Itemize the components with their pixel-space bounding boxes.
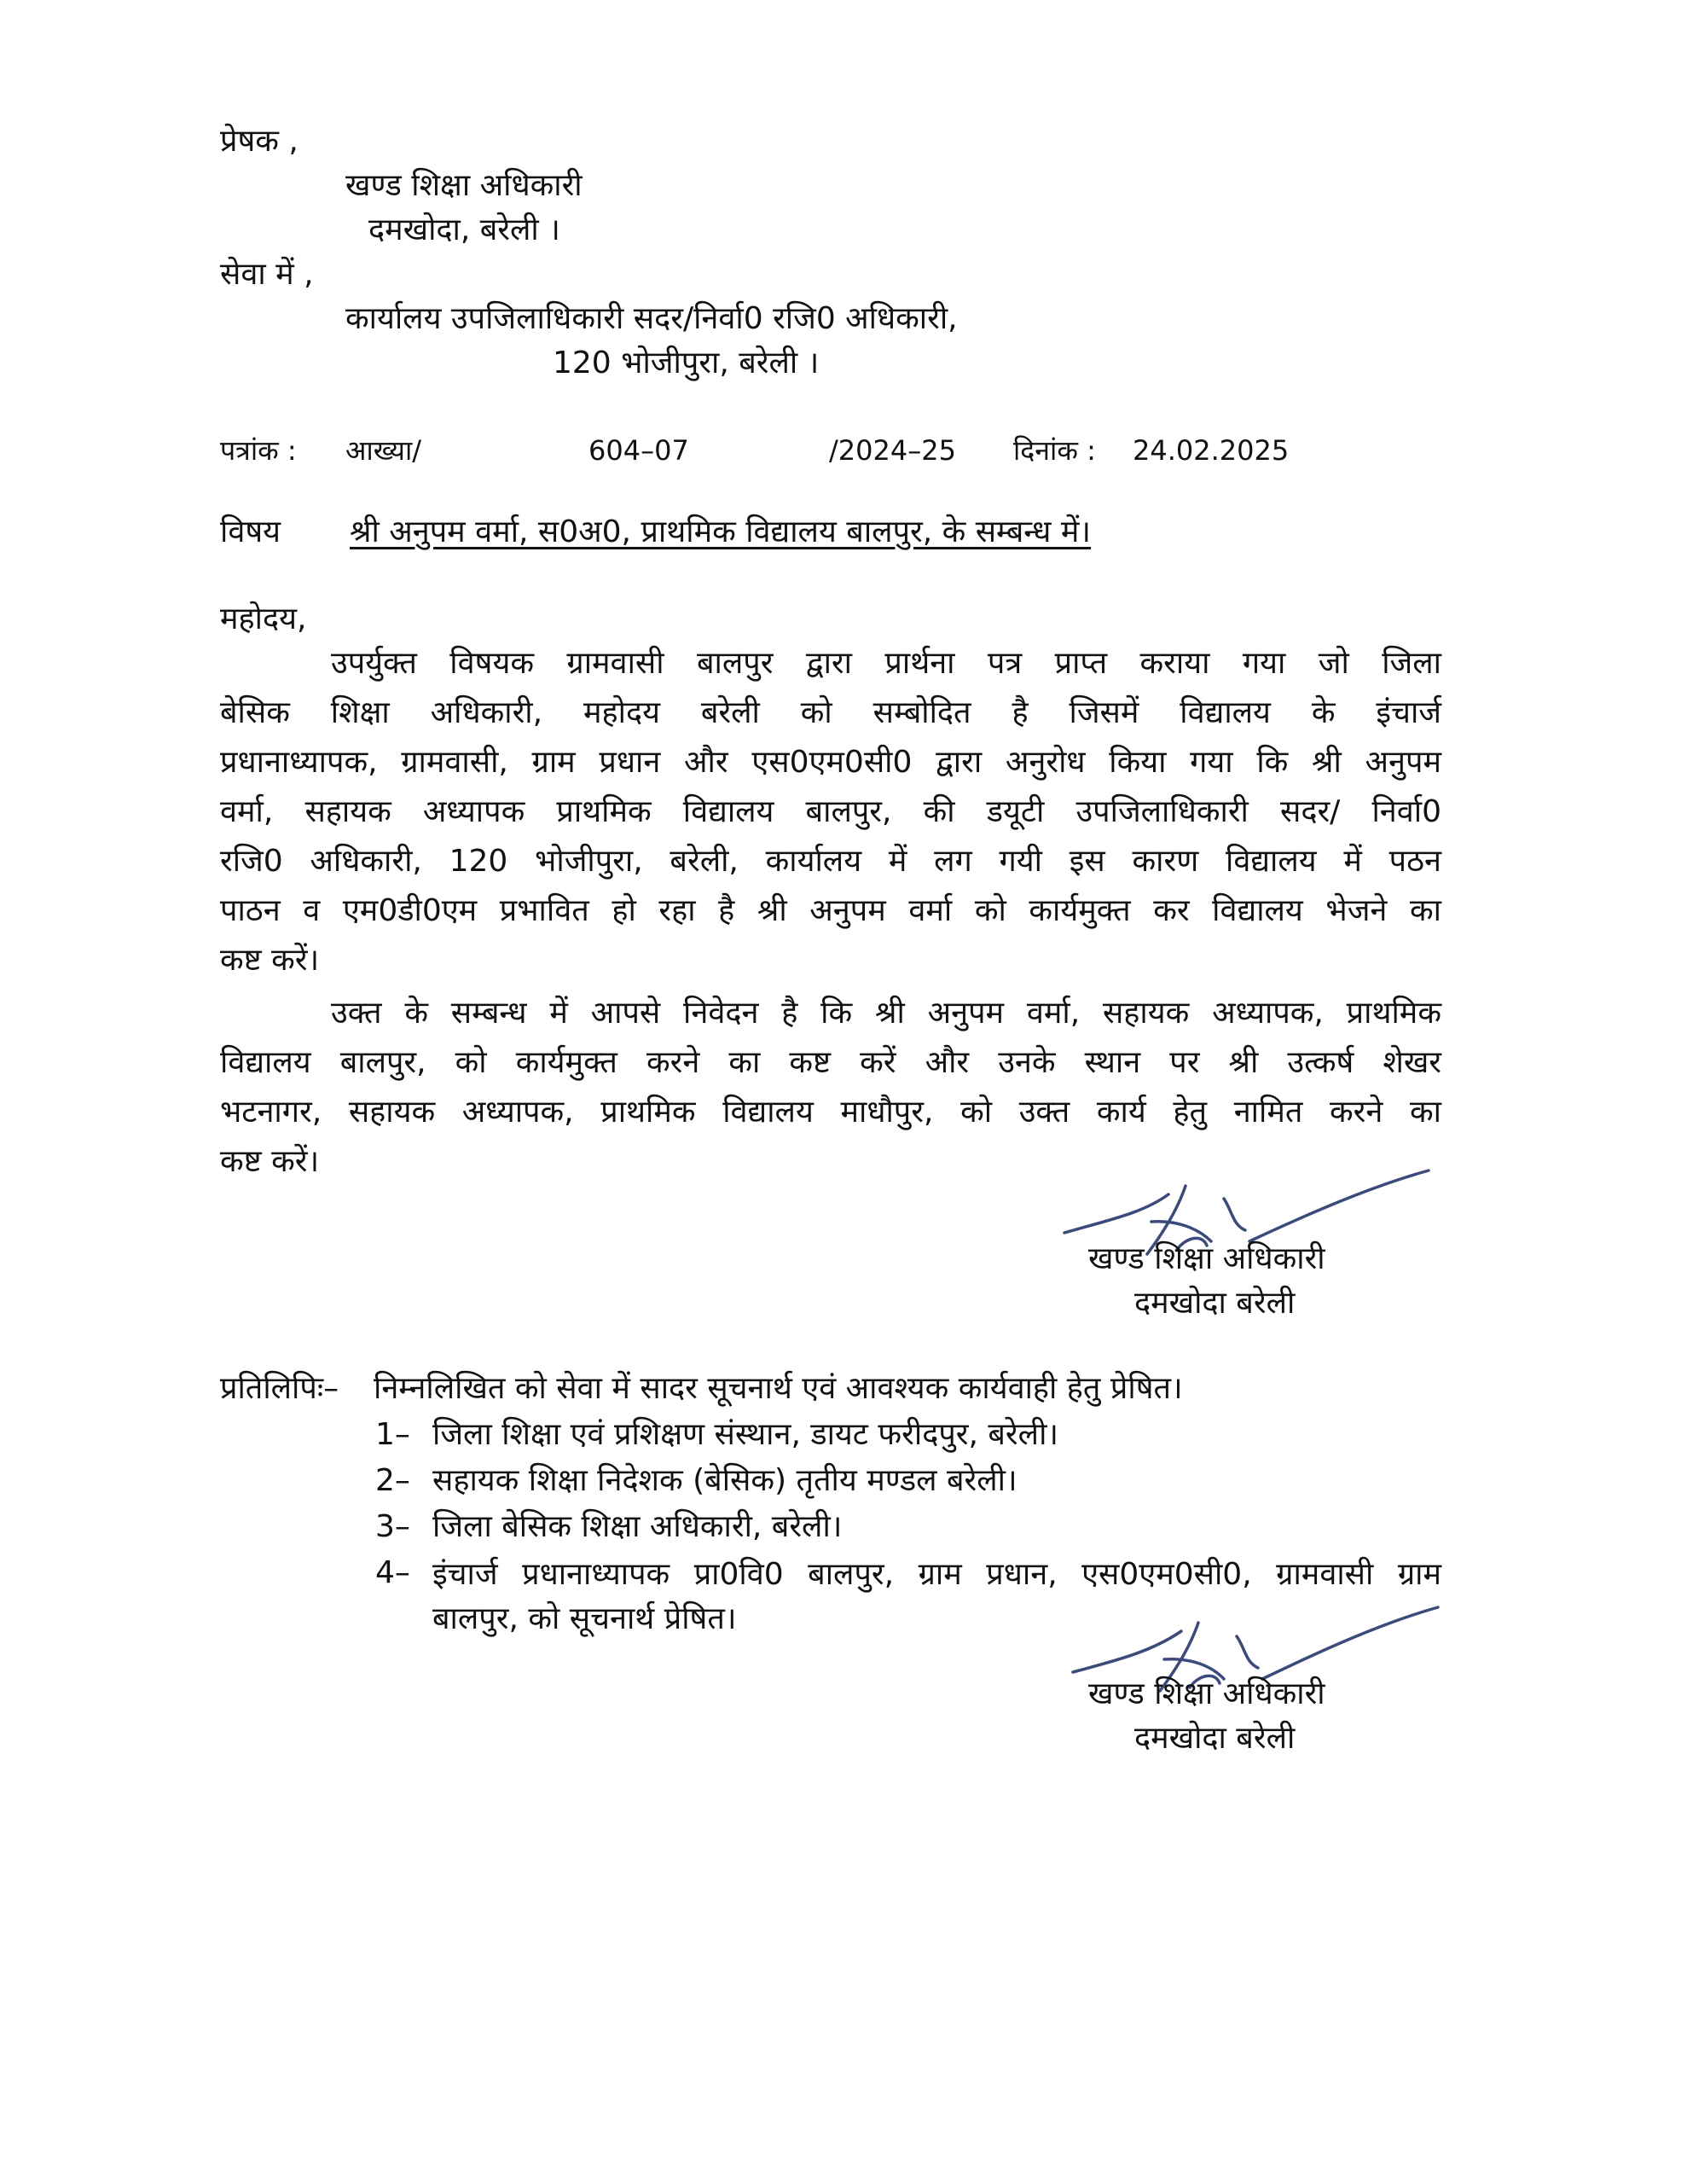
paragraph1-line: कष्ट करें। xyxy=(220,943,320,978)
paragraph2-line: उक्त के सम्बन्ध में आपसे निवेदन है कि श्री अनुपम वर्मा, सहायक अध्यापक, प्राथमिक xyxy=(331,996,1441,1031)
subject-text: श्री अनुपम वर्मा, स0अ0, प्राथमिक विद्यालय बालपुर, के सम्बन्ध में। xyxy=(350,514,1092,549)
paragraph1-line: बेसिक शिक्षा अधिकारी, महोदय बरेली को सम्बोदित है जिसमें विद्यालय के इंचार्ज xyxy=(220,695,1441,730)
copy-label: प्रतिलिपिः– xyxy=(220,1371,339,1406)
copy-item-text-continued: बालपुर, को सूचनार्थ प्रेषित। xyxy=(432,1601,737,1636)
sender-place: दमखोदा, बरेली । xyxy=(368,212,560,247)
salutation: महोदय, xyxy=(220,601,307,636)
copy-item-number: 2– xyxy=(375,1463,410,1498)
paragraph1-line: वर्मा, सहायक अध्यापक प्राथमिक विद्यालय बालपुर, की डयूटी उपजिलाधिकारी सदर/ निर्वा0 xyxy=(220,794,1441,829)
paragraph2-line: भटनागर, सहायक अध्यापक, प्राथमिक विद्यालय माधौपुर, को उक्त कार्य हेतु नामित करने का xyxy=(220,1095,1441,1130)
copy-item-number: 4– xyxy=(375,1555,410,1590)
signature1-place: दमखोदा बरेली xyxy=(1134,1286,1296,1321)
paragraph2-line: विद्यालय बालपुर, को कार्यमुक्त करने का कष्ट करें और उनके स्थान पर श्री उत्कर्ष शेखर xyxy=(220,1045,1441,1080)
sender-title: खण्ड शिक्षा अधिकारी xyxy=(345,168,583,203)
copy-item-text: जिला बेसिक शिक्षा अधिकारी, बरेली। xyxy=(432,1509,843,1544)
sender-label: प्रेषक , xyxy=(220,124,299,159)
copy-item-number: 3– xyxy=(375,1509,410,1544)
recipient-office: कार्यालय उपजिलाधिकारी सदर/निर्वा0 रजि0 अधिकारी, xyxy=(345,301,958,336)
reference-label: पत्रांक : xyxy=(220,434,297,467)
signature2-title: खण्ड शिक्षा अधिकारी xyxy=(1088,1676,1325,1711)
copy-item-text: जिला शिक्षा एवं प्रशिक्षण संस्थान, डायट फरीदपुर, बरेली। xyxy=(432,1417,1059,1452)
subject-label: विषय xyxy=(220,514,281,549)
paragraph1-line: पाठन व एम0डी0एम प्रभावित हो रहा है श्री अनुपम वर्मा को कार्यमुक्त कर विद्यालय भेजने का xyxy=(220,893,1441,928)
paragraph1-line: प्रधानाध्यापक, ग्रामवासी, ग्राम प्रधान और एस0एम0सी0 द्वारा अनुरोध किया गया कि श्री अनुपम xyxy=(220,745,1441,780)
reference-session: /2024–25 xyxy=(829,434,956,467)
signature2-place: दमखोदा बरेली xyxy=(1134,1721,1296,1756)
copy-item-text: इंचार्ज प्रधानाध्यापक प्रा0वि0 बालपुर, ग्राम प्रधान, एस0एम0सी0, ग्रामवासी ग्राम xyxy=(432,1557,1441,1592)
date-label: दिनांक : xyxy=(1013,434,1096,467)
copy-item-number: 1– xyxy=(375,1417,410,1452)
reference-number: 604–07 xyxy=(588,434,689,467)
recipient-label: सेवा में , xyxy=(220,257,314,292)
signature1-title: खण्ड शिक्षा अधिकारी xyxy=(1088,1241,1325,1276)
paragraph2-line: कष्ट करें। xyxy=(220,1144,320,1179)
date-value: 24.02.2025 xyxy=(1133,434,1290,467)
paragraph1-line: रजि0 अधिकारी, 120 भोजीपुरा, बरेली, कार्यालय में लग गयी इस कारण विद्यालय में पठन xyxy=(220,844,1441,879)
copy-intro: निम्नलिखित को सेवा में सादर सूचनार्थ एवं आवश्यक कार्यवाही हेतु प्रेषित। xyxy=(374,1371,1183,1406)
copy-item-text: सहायक शिक्षा निदेशक (बेसिक) तृतीय मण्डल बरेली। xyxy=(432,1463,1017,1498)
paragraph1-line: उपर्युक्त विषयक ग्रामवासी बालपुर द्वारा प्रार्थना पत्र प्राप्त कराया गया जो जिला xyxy=(331,646,1441,681)
reference-prefix: आख्या/ xyxy=(345,434,422,467)
recipient-place: 120 भोजीपुरा, बरेली । xyxy=(553,346,820,380)
